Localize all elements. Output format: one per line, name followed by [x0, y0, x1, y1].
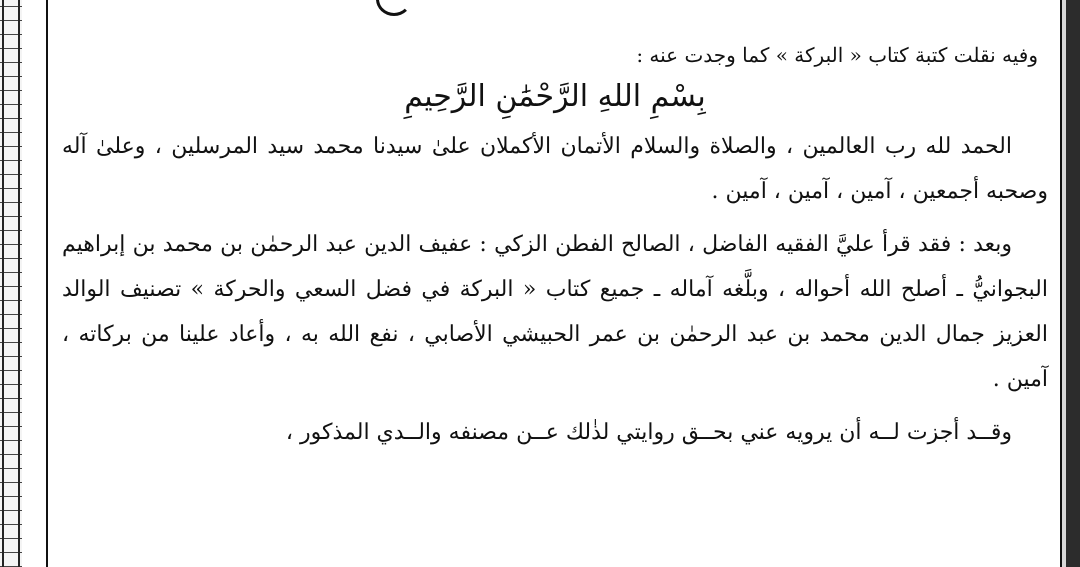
intro-line: وفيه نقلت كتبة كتاب « البركة » كما وجدت عنه : [636, 43, 1038, 67]
document-page [62, 40, 1048, 455]
paragraph-ijaza-intro: وبعد : فقد قرأ عليَّ الفقيه الفاضل ، الصالح الفطن الزكي : عفيف الدين عبد الرحمٰن بن محمد بن إبراهيم البجوانيُّ ـ أصلح الله أحواله ، وبلَّغه آماله ـ جميع كتاب « البركة في فضل السعي والحركة » تصنيف الوالد العزيز جمال الدين محمد بن عبد الرحمٰن بن عمر الحبيشي الأصابي ، نفع الله به ، وأعاد علينا من بركاته ، آمين . [62, 232, 1048, 392]
heading-glyph-fragment [376, 0, 412, 16]
right-dark-border [1066, 0, 1080, 567]
left-ornamental-border [0, 0, 22, 567]
left-frame-line [46, 0, 48, 567]
paragraph-ijaza-grant: وقــد أجزت لــه أن يرويه عني بحــق روايتي لذٰلك عــن مصنفه والــدي المذكور ، [285, 420, 1012, 445]
paragraph-praise: الحمد لله رب العالمين ، والصلاة والسلام الأتمان الأكملان علىٰ سيدنا محمد سيد المرسلين ، وعلىٰ آله وصحبه أجمعين ، آمين ، آمين ، آمين . [62, 134, 1048, 204]
basmala-calligraphy: بِسْمِ اللهِ الرَّحْمَٰنِ الرَّحِيمِ [404, 79, 706, 114]
